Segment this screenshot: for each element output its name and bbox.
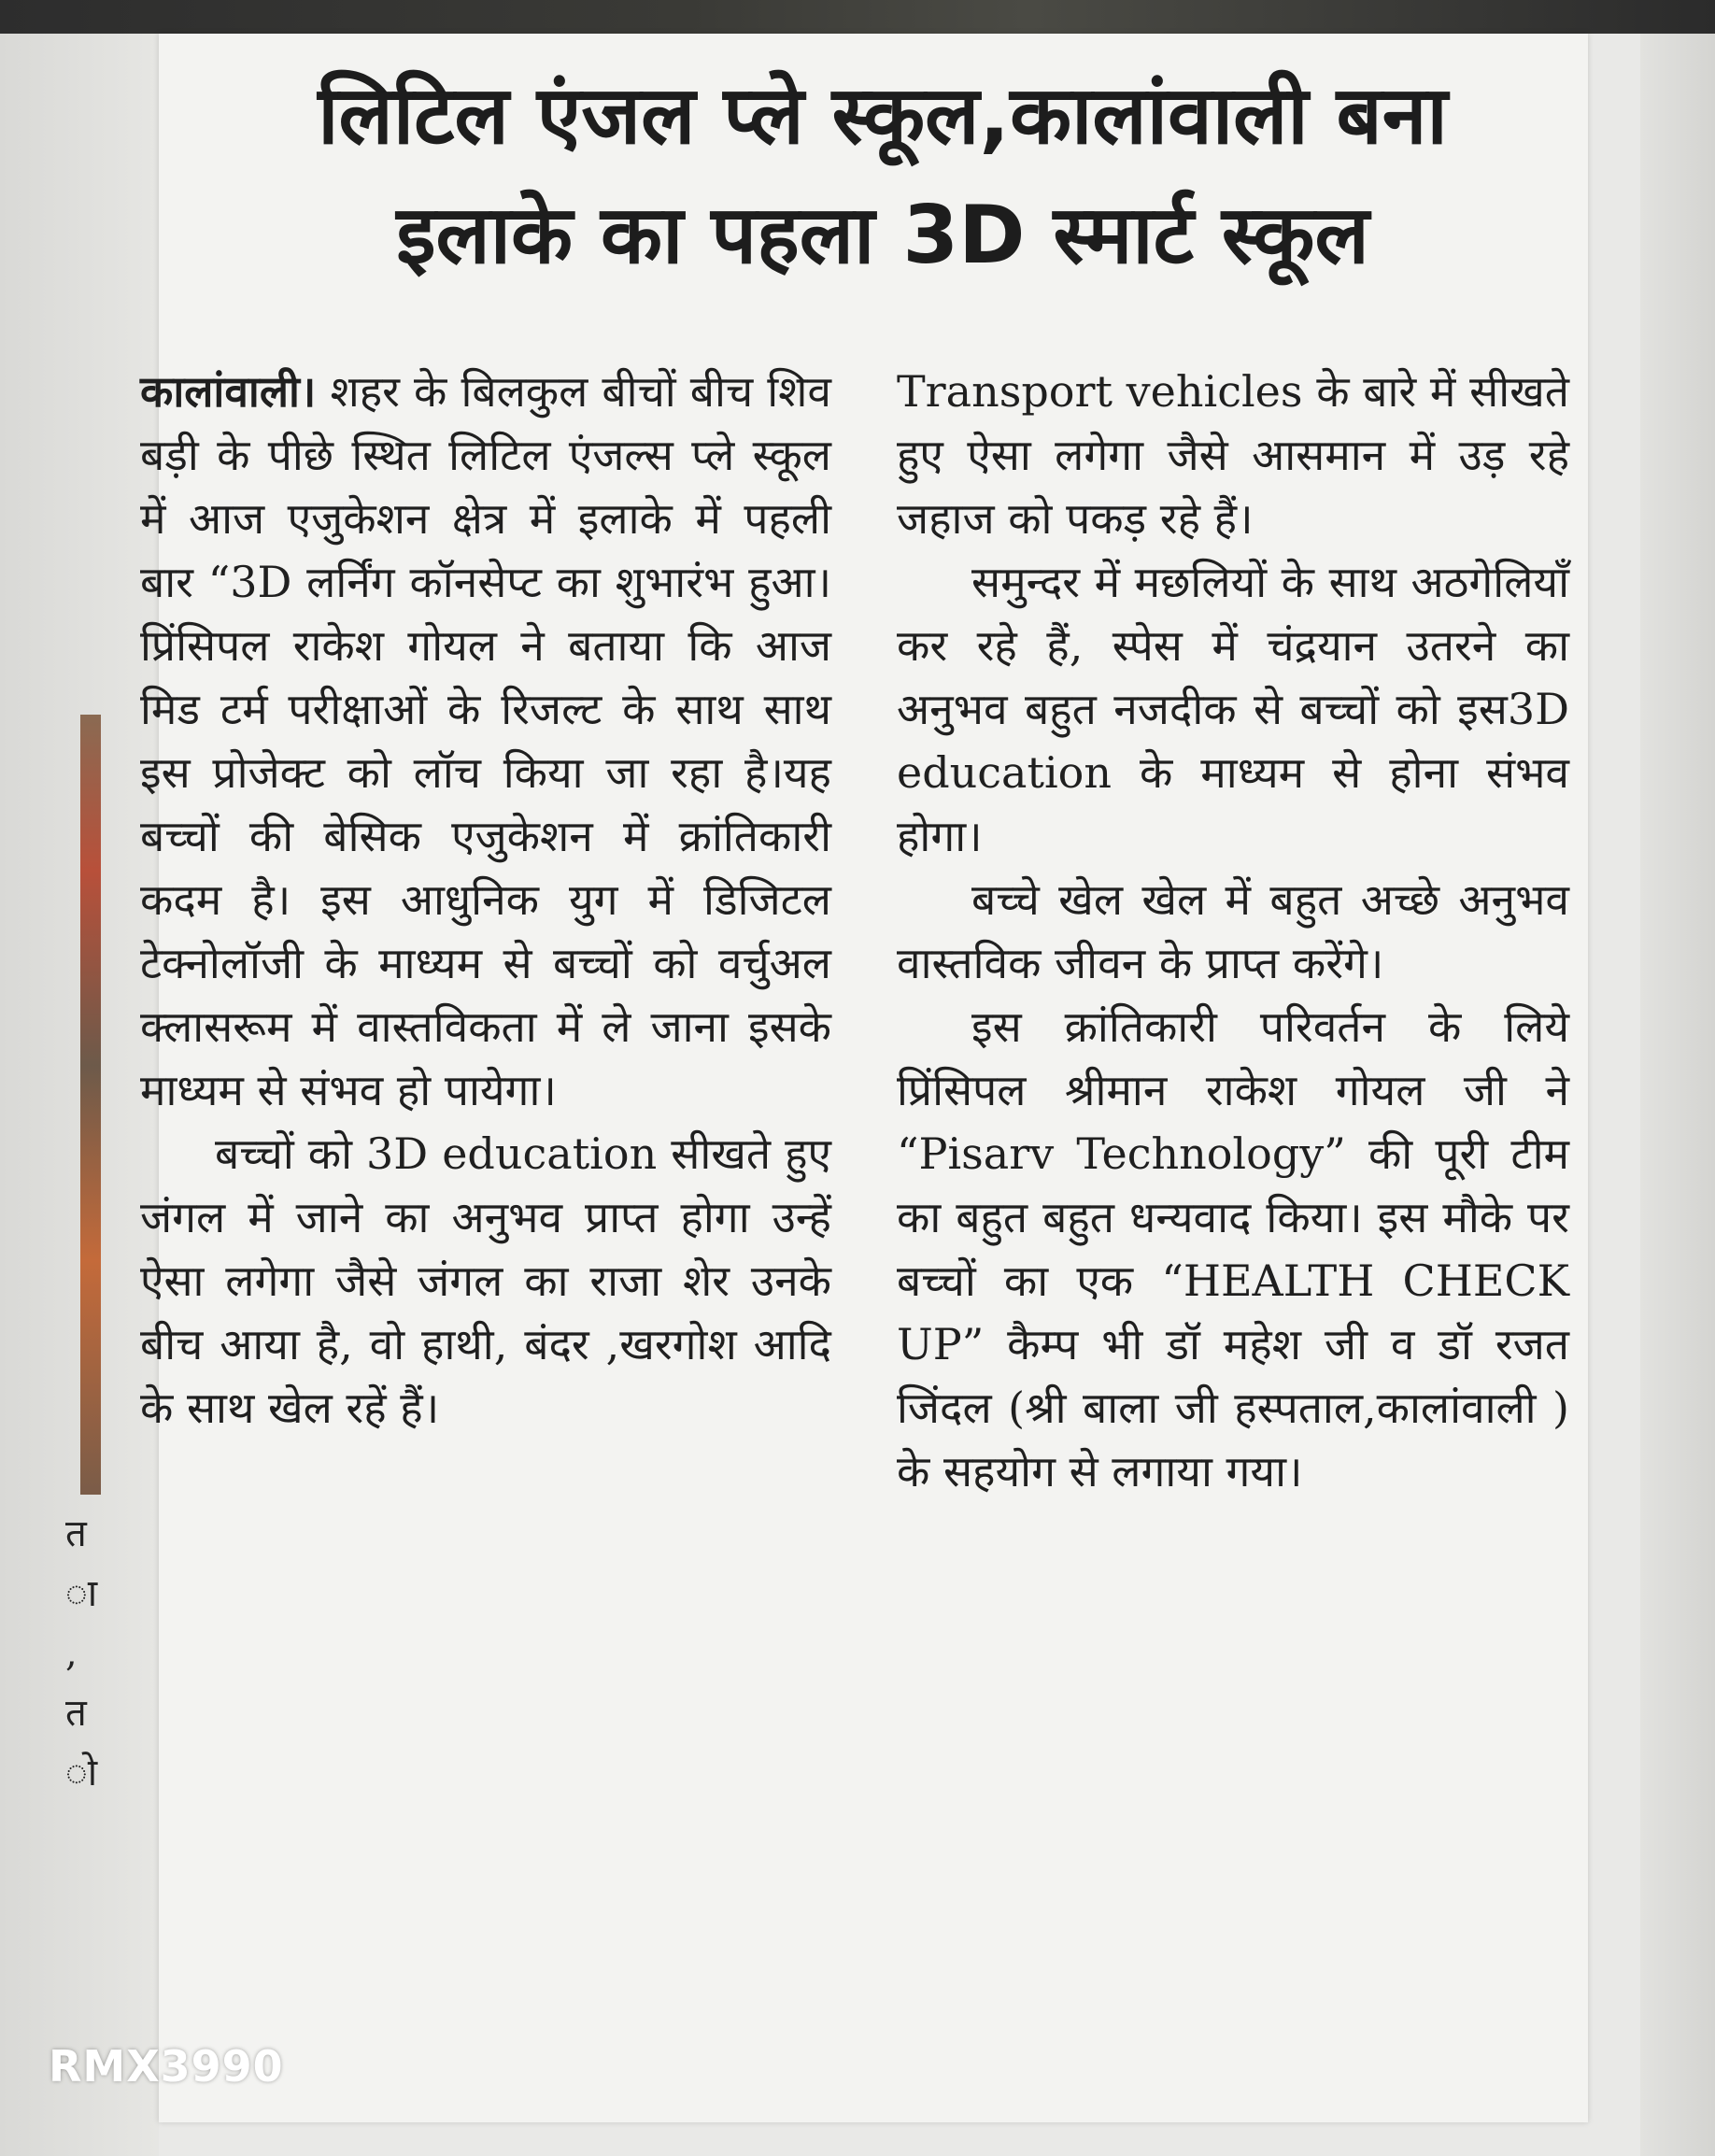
fragment-glyph: ो [65,1752,98,1794]
adjacent-column-fragments [65,1504,98,1803]
headline-line-1: लिटिल एंजल प्ले स्कूल,कालांवाली बना [318,69,1448,163]
fragment-glyph: त [65,1692,87,1735]
paragraph: इस क्रांतिकारी परिवर्तन के लिये प्रिंसिपल श्रीमान राकेश गोयल जी ने “Pisarv Technology” की पूरी टीम का बहुत बहुत धन्यवाद किया। इस मौके पर बच्चों का एक “HEALTH CHECK UP” कैम्प भी डॉ महेश जी व डॉ रजत जिंदल (श्री बाला जी हस्पताल,कालांवाली ) के सहयोग से लगाया गया। [897,1001,1569,1496]
headline [215,56,1551,295]
fragment-glyph: त [65,1512,87,1555]
top-dark-strip [0,0,1715,34]
right-page-margin [1640,34,1715,2156]
article-column-left [140,360,831,1440]
dateline: कालांवाली। [140,366,317,417]
fragment-glyph: ा [65,1572,98,1615]
adjacent-photo-edge [80,715,101,1495]
paragraph: बच्चे खेल खेल में बहुत अच्छे अनुभव वास्तविक जीवन के प्राप्त करेंगे। [897,874,1569,988]
left-page-margin [0,34,159,2156]
fragment-glyph: , [65,1632,78,1675]
paragraph: Transport vehicles के बारे में सीखते हुए ऐसा लगेगा जैसे आसमान में उड़ रहे जहाज को पकड़ रहे हैं। [897,366,1569,544]
paragraph [140,360,831,1122]
headline-line-2: इलाके का पहला 3D स्मार्ट स्कूल [396,189,1369,282]
paragraph: समुन्दर में मछलियों के साथ अठगेलियाँ कर रहे हैं, स्पेस में चंद्रयान उतरने का अनुभव बहुत नजदीक से बच्चों को इस3D education के माध्यम से होना संभव होगा। [897,557,1569,861]
paragraph-text: शहर के बिलकुल बीचों बीच शिव बड़ी के पीछे स्थित लिटिल एंजल्स प्ले स्कूल में आज एजुकेशन क्षेत्र में इलाके में पहली बार “3D लर्निंग कॉनसेप्ट का शुभारंभ हुआ। प्रिंसिपल राकेश गोयल ने बताया कि आज मिड टर्म परीक्षाओं के रिजल्ट के साथ साथ इस प्रोजेक्ट को लॉच किया जा रहा है।यह बच्चों की बेसिक एजुकेशन में क्रांतिकारी कदम है। इस आधुनिक युग में डिजिटल टेक्नोलॉजी के माध्यम से बच्चों को वर्चुअल क्लासरूम में वास्तविकता में ले जाना इसके माध्यम से संभव हो पायेगा। [140,366,831,1115]
article-column-right [897,360,1569,1503]
paragraph: बच्चों को 3D education सीखते हुए जंगल में जाने का अनुभव प्राप्त होगा उन्हें ऐसा लगेगा जैसे जंगल का राजा शेर उनके बीच आया है, वो हाथी, बंदर ,खरगोश आदि के साथ खेल रहें हैं। [140,1128,831,1433]
camera-watermark: RMX3990 [49,2041,284,2092]
